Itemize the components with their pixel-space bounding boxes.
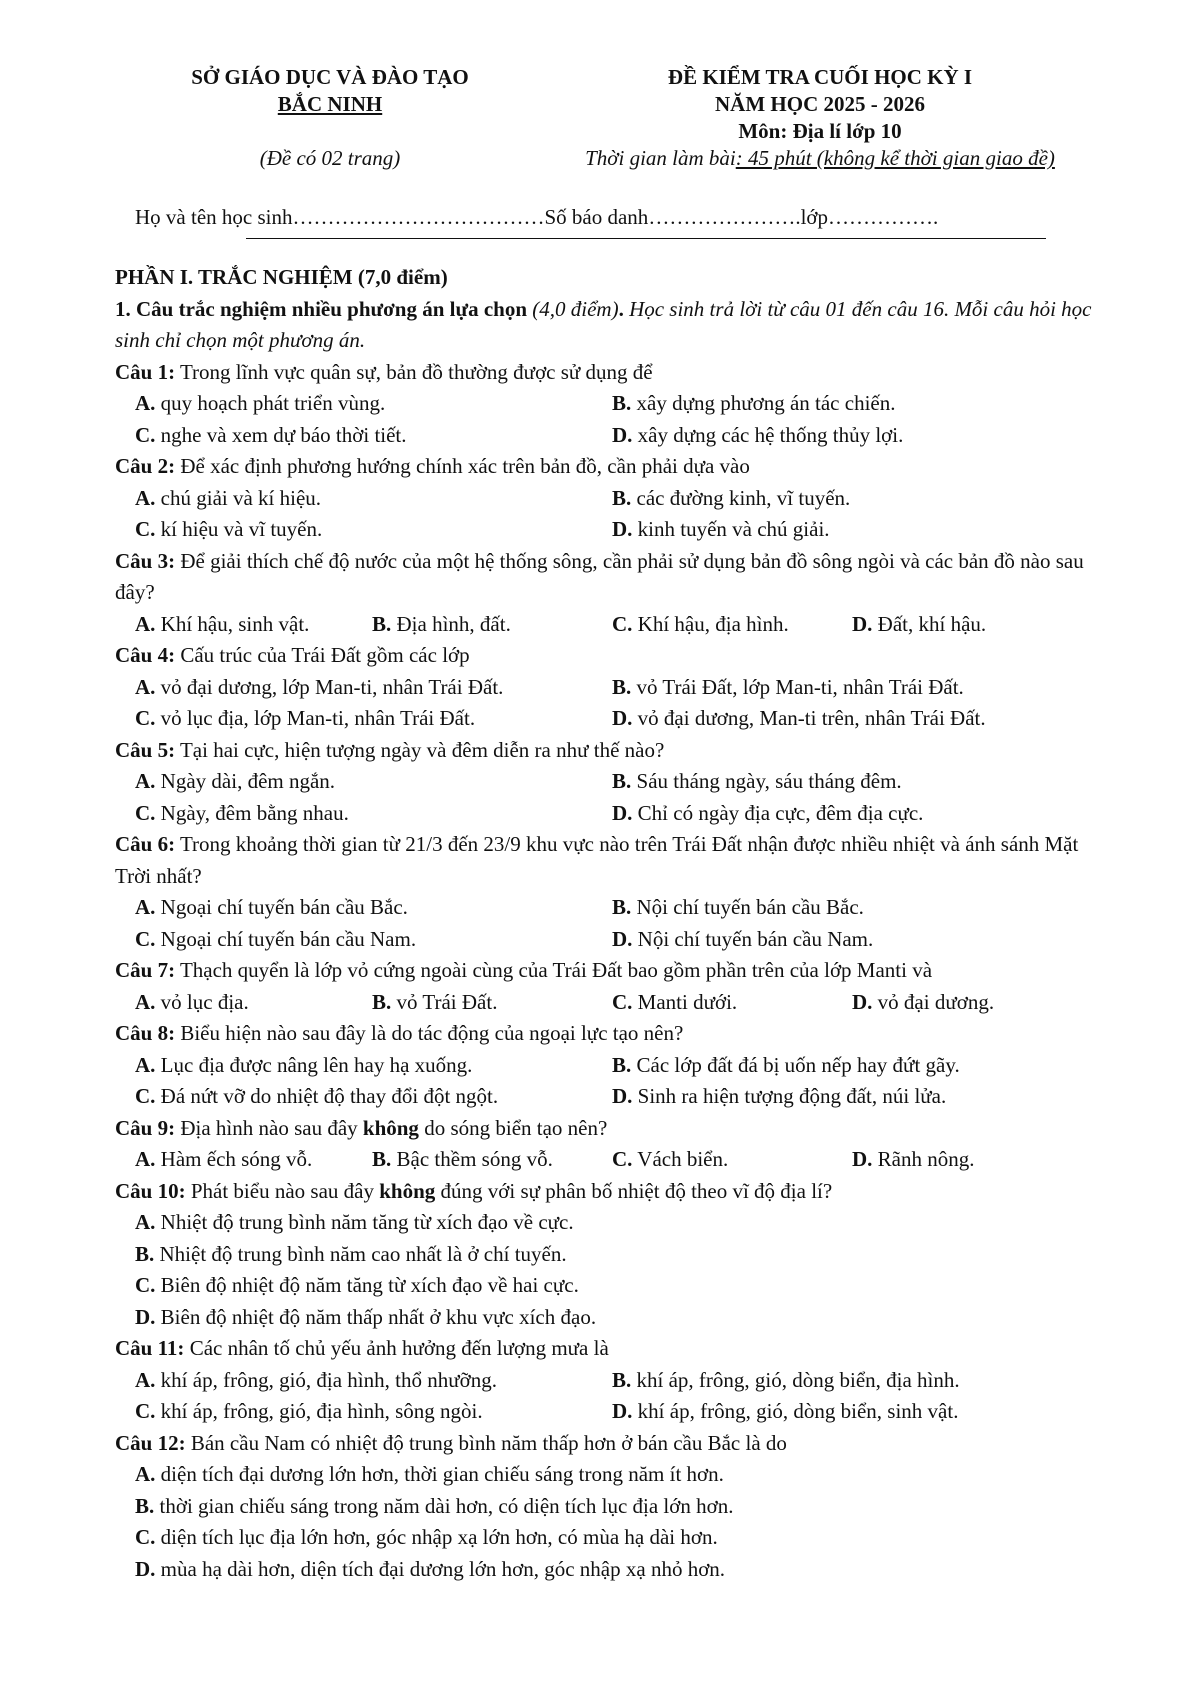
option-text: Sáu tháng ngày, sáu tháng đêm. — [631, 769, 902, 793]
option-text: vỏ lục địa, lớp Man-ti, nhân Trái Đất. — [155, 706, 476, 730]
answer-option-b[interactable] — [135, 1491, 733, 1523]
answer-option-d[interactable] — [852, 1144, 975, 1176]
question-label: Câu 9: — [115, 1115, 176, 1140]
option-text: Khí hậu, địa hình. — [632, 611, 789, 636]
option-letter: A. — [135, 1210, 156, 1234]
school-year: NĂM HỌC 2025 - 2026 — [715, 92, 925, 116]
header-right — [540, 64, 1100, 172]
question-stem — [115, 735, 1105, 767]
option-text: diện tích đại dương lớn hơn, thời gian chiếu sáng trong năm ít hơn. — [155, 1462, 724, 1486]
answer-option-b[interactable] — [372, 987, 497, 1019]
option-letter: B. — [612, 769, 632, 793]
exam-body — [115, 262, 1105, 1585]
subject: Môn: Địa lí lớp 10 — [738, 119, 902, 143]
question-label: Câu 3: — [115, 548, 176, 573]
option-row — [115, 798, 1105, 830]
part-instructions: 1. Câu trắc nghiệm nhiều phương án lựa chọn (4,0 điểm). Học sinh trả lời từ câu 01 đến câu 16. Mỗi câu hỏi học sinh chỉ chọn một phương án. — [115, 296, 1092, 352]
question-text: Các nhân tố chủ yếu ảnh hưởng đến lượng mưa là — [184, 1336, 609, 1360]
class-field[interactable]: ……………. — [828, 205, 939, 229]
answer-option-a[interactable] — [135, 892, 408, 924]
option-text: Biên độ nhiệt độ năm tăng từ xích đạo về hai cực. — [155, 1273, 579, 1297]
pages-note: (Đề có 02 trang) — [259, 146, 401, 170]
department-name: SỞ GIÁO DỤC VÀ ĐÀO TẠO — [191, 65, 469, 89]
answer-option-c[interactable] — [612, 1144, 728, 1176]
question-text: Thạch quyển là lớp vỏ cứng ngoài cùng của Trái Đất bao gồm phần trên của lớp Manti và — [175, 958, 933, 982]
question-stem — [115, 546, 1105, 609]
answer-option-b[interactable] — [612, 672, 964, 704]
option-text: Nội chí tuyến bán cầu Bắc. — [631, 895, 864, 919]
option-letter: B. — [372, 989, 392, 1014]
option-letter: A. — [135, 674, 156, 699]
option-text: Lục địa được nâng lên hay hạ xuống. — [155, 1052, 473, 1077]
option-text: Đá nứt vỡ do nhiệt độ thay đổi đột ngột. — [155, 1084, 499, 1108]
answer-option-d[interactable] — [612, 420, 903, 452]
option-row — [115, 1459, 1105, 1491]
question-stem — [115, 1428, 1105, 1460]
option-text: Sinh ra hiện tượng động đất, núi lửa. — [632, 1084, 947, 1108]
option-row — [115, 1239, 1105, 1271]
option-text: khí áp, frông, gió, dòng biển, địa hình. — [631, 1367, 960, 1392]
option-row — [115, 388, 1105, 420]
question-text: đúng với sự phân bố nhiệt độ theo vĩ độ địa lí? — [435, 1178, 833, 1203]
option-row — [115, 987, 1105, 1019]
option-text: khí áp, frông, gió, địa hình, thổ nhưỡng. — [155, 1367, 497, 1392]
answer-option-c[interactable] — [135, 514, 322, 546]
option-letter: A. — [135, 1147, 156, 1171]
answer-option-d[interactable] — [612, 703, 986, 735]
option-text: Ngày dài, đêm ngắn. — [155, 769, 336, 793]
option-row — [115, 1144, 1105, 1176]
answer-option-d[interactable] — [135, 1302, 596, 1334]
option-letter: A. — [135, 391, 156, 415]
option-letter: D. — [612, 926, 633, 951]
option-row — [115, 766, 1105, 798]
answer-option-b[interactable] — [612, 1050, 960, 1082]
question-stem — [115, 829, 1105, 892]
province-name: BẮC NINH — [277, 92, 383, 116]
option-letter: D. — [612, 517, 633, 541]
option-text: Manti dưới. — [632, 989, 738, 1014]
header-left — [130, 64, 530, 172]
option-text: quy hoạch phát triển vùng. — [155, 391, 386, 415]
answer-option-c[interactable] — [135, 798, 349, 830]
option-letter: D. — [612, 422, 633, 447]
option-letter: B. — [612, 391, 632, 415]
option-letter: A. — [135, 485, 156, 510]
question-label: Câu 6: — [115, 832, 176, 856]
option-text: Bậc thềm sóng vỗ. — [391, 1147, 553, 1171]
option-letter: B. — [135, 1493, 155, 1518]
question-stem — [115, 1176, 1105, 1208]
option-text: vỏ Trái Đất, lớp Man-ti, nhân Trái Đất. — [631, 674, 964, 699]
answer-option-b[interactable] — [612, 388, 895, 420]
option-row — [115, 672, 1105, 704]
option-letter: B. — [612, 1052, 632, 1077]
question-text: Phát biểu nào sau đây — [185, 1178, 380, 1203]
option-row — [115, 1081, 1105, 1113]
option-text: vỏ đại dương. — [872, 989, 995, 1014]
option-text: Hàm ếch sóng vỗ. — [155, 1147, 313, 1171]
option-text: diện tích lục địa lớn hơn, góc nhập xạ lớn hơn, có mùa hạ dài hơn. — [155, 1525, 718, 1549]
option-text: Vách biển. — [632, 1147, 729, 1171]
option-letter: C. — [135, 1525, 156, 1549]
option-row — [115, 1302, 1105, 1334]
answer-option-c[interactable] — [135, 1270, 579, 1302]
answer-option-d[interactable] — [612, 1081, 946, 1113]
time-info: Thời gian làm bài: 45 phút (không kể thời gian giao đề) — [585, 146, 1055, 170]
question-label: Câu 8: — [115, 1021, 176, 1045]
option-text: khí áp, frông, gió, dòng biển, sinh vật. — [632, 1399, 959, 1423]
answer-option-c[interactable] — [135, 420, 407, 452]
answer-option-d[interactable] — [852, 987, 994, 1019]
option-text: Nhiệt độ trung bình năm tăng từ xích đạo về cực. — [155, 1210, 574, 1234]
question-text: Trong khoảng thời gian từ 21/3 đến 23/9 khu vực nào trên Trái Đất nhận được nhiều nhiệt và ánh sánh Mặt Trời nhất? — [115, 832, 1079, 888]
option-letter: C. — [135, 1084, 156, 1108]
answer-option-a[interactable] — [135, 672, 503, 704]
option-text: Các lớp đất đá bị uốn nếp hay đứt gãy. — [631, 1052, 960, 1077]
option-letter: D. — [135, 1304, 156, 1329]
option-row — [115, 483, 1105, 515]
answer-option-d[interactable] — [612, 1396, 958, 1428]
answer-option-b[interactable] — [612, 766, 902, 798]
answer-option-b[interactable] — [372, 1144, 553, 1176]
option-letter: A. — [135, 989, 156, 1014]
option-letter: B. — [612, 1367, 632, 1392]
option-letter: C. — [135, 1399, 156, 1423]
answer-option-c[interactable] — [135, 1522, 718, 1554]
question-stem — [115, 1333, 1105, 1365]
question-stem — [115, 955, 1105, 987]
option-letter: D. — [612, 1399, 633, 1423]
option-letter: A. — [135, 1052, 156, 1077]
option-row — [115, 514, 1105, 546]
question-text: Tại hai cực, hiện tượng ngày và đêm diễn ra như thế nào? — [175, 737, 665, 762]
option-text: Nhiệt độ trung bình năm cao nhất là ở chí tuyến. — [154, 1241, 567, 1266]
option-row — [115, 1396, 1105, 1428]
question-label: Câu 11: — [115, 1336, 185, 1360]
question-stem — [115, 1113, 1105, 1145]
question-label: Câu 1: — [115, 359, 176, 384]
option-text: mùa hạ dài hơn, diện tích đại dương lớn hơn, góc nhập xạ nhỏ hơn. — [155, 1556, 726, 1581]
option-row — [115, 609, 1105, 641]
question-text: Biểu hiện nào sau đây là do tác động của ngoại lực tạo nên? — [175, 1021, 684, 1045]
answer-option-d[interactable] — [135, 1554, 725, 1586]
option-letter: A. — [135, 769, 156, 793]
option-text: khí áp, frông, gió, địa hình, sông ngòi. — [155, 1399, 483, 1423]
question-emphasis: không — [362, 1115, 419, 1140]
option-row — [115, 1050, 1105, 1082]
option-letter: C. — [135, 706, 156, 730]
option-letter: B. — [372, 1147, 392, 1171]
option-letter: C. — [135, 1273, 156, 1297]
answer-option-a[interactable] — [135, 609, 309, 641]
exam-title: ĐỀ KIỂM TRA CUỐI HỌC KỲ I — [667, 65, 973, 89]
option-text: Chỉ có ngày địa cực, đêm địa cực. — [632, 800, 924, 825]
option-letter: A. — [135, 1367, 156, 1392]
option-letter: D. — [852, 989, 873, 1014]
divider — [246, 238, 1046, 239]
option-text: Ngày, đêm bằng nhau. — [155, 800, 349, 825]
question-text: do sóng biển tạo nên? — [418, 1115, 608, 1140]
option-text: Ngoại chí tuyến bán cầu Nam. — [155, 926, 417, 951]
option-letter: D. — [612, 1084, 633, 1108]
answer-option-b[interactable] — [372, 609, 511, 641]
answer-option-a[interactable] — [135, 483, 321, 515]
option-text: vỏ đại dương, Man-ti trên, nhân Trái Đất. — [632, 706, 986, 730]
option-text: Biên độ nhiệt độ năm thấp nhất ở khu vực xích đạo. — [155, 1304, 597, 1329]
question-label: Câu 7: — [115, 958, 176, 982]
question-label: Câu 2: — [115, 454, 176, 478]
option-row — [115, 1207, 1105, 1239]
option-letter: D. — [852, 611, 873, 636]
option-letter: B. — [372, 611, 392, 636]
option-row — [115, 1365, 1105, 1397]
question-text: Bán cầu Nam có nhiệt độ trung bình năm thấp hơn ở bán cầu Bắc là do — [185, 1430, 787, 1455]
answer-option-d[interactable] — [612, 924, 873, 956]
student-name-label: Họ và tên học sinh — [135, 205, 293, 229]
question-label: Câu 10: — [115, 1178, 186, 1203]
answer-option-c[interactable] — [135, 1396, 483, 1428]
option-text: kí hiệu và vĩ tuyến. — [155, 517, 323, 541]
option-row — [115, 1270, 1105, 1302]
answer-option-a[interactable] — [135, 1050, 472, 1082]
option-letter: D. — [135, 1556, 156, 1581]
option-row — [115, 892, 1105, 924]
answer-option-d[interactable] — [852, 609, 986, 641]
option-row — [115, 1522, 1105, 1554]
question-list — [115, 357, 1105, 1586]
question-text: Cấu trúc của Trái Đất gồm các lớp — [175, 643, 470, 667]
student-id-label: Số báo danh — [544, 205, 649, 229]
question-stem — [115, 451, 1105, 483]
answer-option-b[interactable] — [612, 1365, 960, 1397]
option-letter: B. — [612, 674, 632, 699]
option-row — [115, 924, 1105, 956]
student-info-line — [135, 205, 1055, 230]
answer-option-b[interactable] — [135, 1239, 567, 1271]
option-row — [115, 703, 1105, 735]
question-emphasis: không — [379, 1178, 436, 1203]
answer-option-c[interactable] — [135, 703, 475, 735]
question-text: Để giải thích chế độ nước của một hệ thống sông, cần phải sử dụng bản đồ sông ngòi và các bản đồ nào sau đây? — [115, 548, 1084, 604]
question-label: Câu 4: — [115, 643, 176, 667]
answer-option-a[interactable] — [135, 987, 249, 1019]
option-row — [115, 1554, 1105, 1586]
option-text: các đường kinh, vĩ tuyến. — [631, 485, 851, 510]
answer-option-a[interactable] — [135, 1144, 312, 1176]
option-text: xây dựng phương án tác chiến. — [631, 391, 896, 415]
question-label: Câu 12: — [115, 1430, 186, 1455]
option-letter: C. — [135, 422, 156, 447]
option-letter: D. — [852, 1147, 873, 1171]
answer-option-d[interactable] — [612, 798, 923, 830]
option-text: nghe và xem dự báo thời tiết. — [155, 422, 407, 447]
option-text: vỏ lục địa. — [155, 989, 249, 1014]
question-text: Trong lĩnh vực quân sự, bản đồ thường được sử dụng để — [175, 359, 653, 384]
option-letter: D. — [612, 706, 633, 730]
option-letter: C. — [135, 517, 156, 541]
student-id-field[interactable]: …………………. — [648, 205, 801, 229]
answer-option-c[interactable] — [612, 987, 737, 1019]
option-text: Nội chí tuyến bán cầu Nam. — [632, 926, 874, 951]
option-text: Khí hậu, sinh vật. — [155, 611, 310, 636]
question-stem — [115, 357, 1105, 389]
option-text: Đất, khí hậu. — [872, 611, 987, 636]
option-letter: A. — [135, 611, 156, 636]
answer-option-a[interactable] — [135, 1365, 497, 1397]
option-letter: C. — [135, 926, 156, 951]
option-text: thời gian chiếu sáng trong năm dài hơn, có diện tích lục địa lớn hơn. — [154, 1493, 734, 1518]
option-letter: C. — [612, 989, 633, 1014]
option-letter: B. — [612, 895, 632, 919]
option-text: vỏ Trái Đất. — [391, 989, 498, 1014]
question-stem — [115, 640, 1105, 672]
answer-option-c[interactable] — [135, 1081, 498, 1113]
option-letter: D. — [612, 800, 633, 825]
answer-option-a[interactable] — [135, 388, 385, 420]
option-text: kinh tuyến và chú giải. — [632, 517, 830, 541]
answer-option-a[interactable] — [135, 1207, 574, 1239]
answer-option-a[interactable] — [135, 1459, 724, 1491]
option-text: Rãnh nông. — [872, 1147, 975, 1171]
option-text: xây dựng các hệ thống thủy lợi. — [632, 422, 904, 447]
option-letter: C. — [612, 1147, 633, 1171]
option-text: Ngoại chí tuyến bán cầu Bắc. — [155, 895, 408, 919]
option-letter: B. — [135, 1241, 155, 1266]
answer-option-a[interactable] — [135, 766, 335, 798]
question-text: Địa hình nào sau đây — [175, 1115, 363, 1140]
answer-option-c[interactable] — [135, 924, 416, 956]
part-title: PHẦN I. TRẮC NGHIỆM (7,0 điểm) — [115, 265, 448, 289]
question-text: Để xác định phương hướng chính xác trên bản đồ, cần phải dựa vào — [175, 454, 750, 478]
answer-option-c[interactable] — [612, 609, 789, 641]
answer-option-b[interactable] — [612, 892, 864, 924]
class-label: lớp — [800, 205, 829, 229]
question-stem — [115, 1018, 1105, 1050]
answer-option-d[interactable] — [612, 514, 830, 546]
option-letter: C. — [135, 800, 156, 825]
option-letter: A. — [135, 895, 156, 919]
option-row — [115, 420, 1105, 452]
question-label: Câu 5: — [115, 737, 176, 762]
option-text: vỏ đại dương, lớp Man-ti, nhân Trái Đất. — [155, 674, 504, 699]
option-letter: A. — [135, 1462, 156, 1486]
answer-option-b[interactable] — [612, 483, 850, 515]
student-name-field[interactable]: ……………………………… — [292, 205, 545, 229]
option-row — [115, 1491, 1105, 1523]
option-text: Địa hình, đất. — [391, 611, 511, 636]
option-letter: C. — [612, 611, 633, 636]
option-text: chú giải và kí hiệu. — [155, 485, 322, 510]
option-letter: B. — [612, 485, 632, 510]
